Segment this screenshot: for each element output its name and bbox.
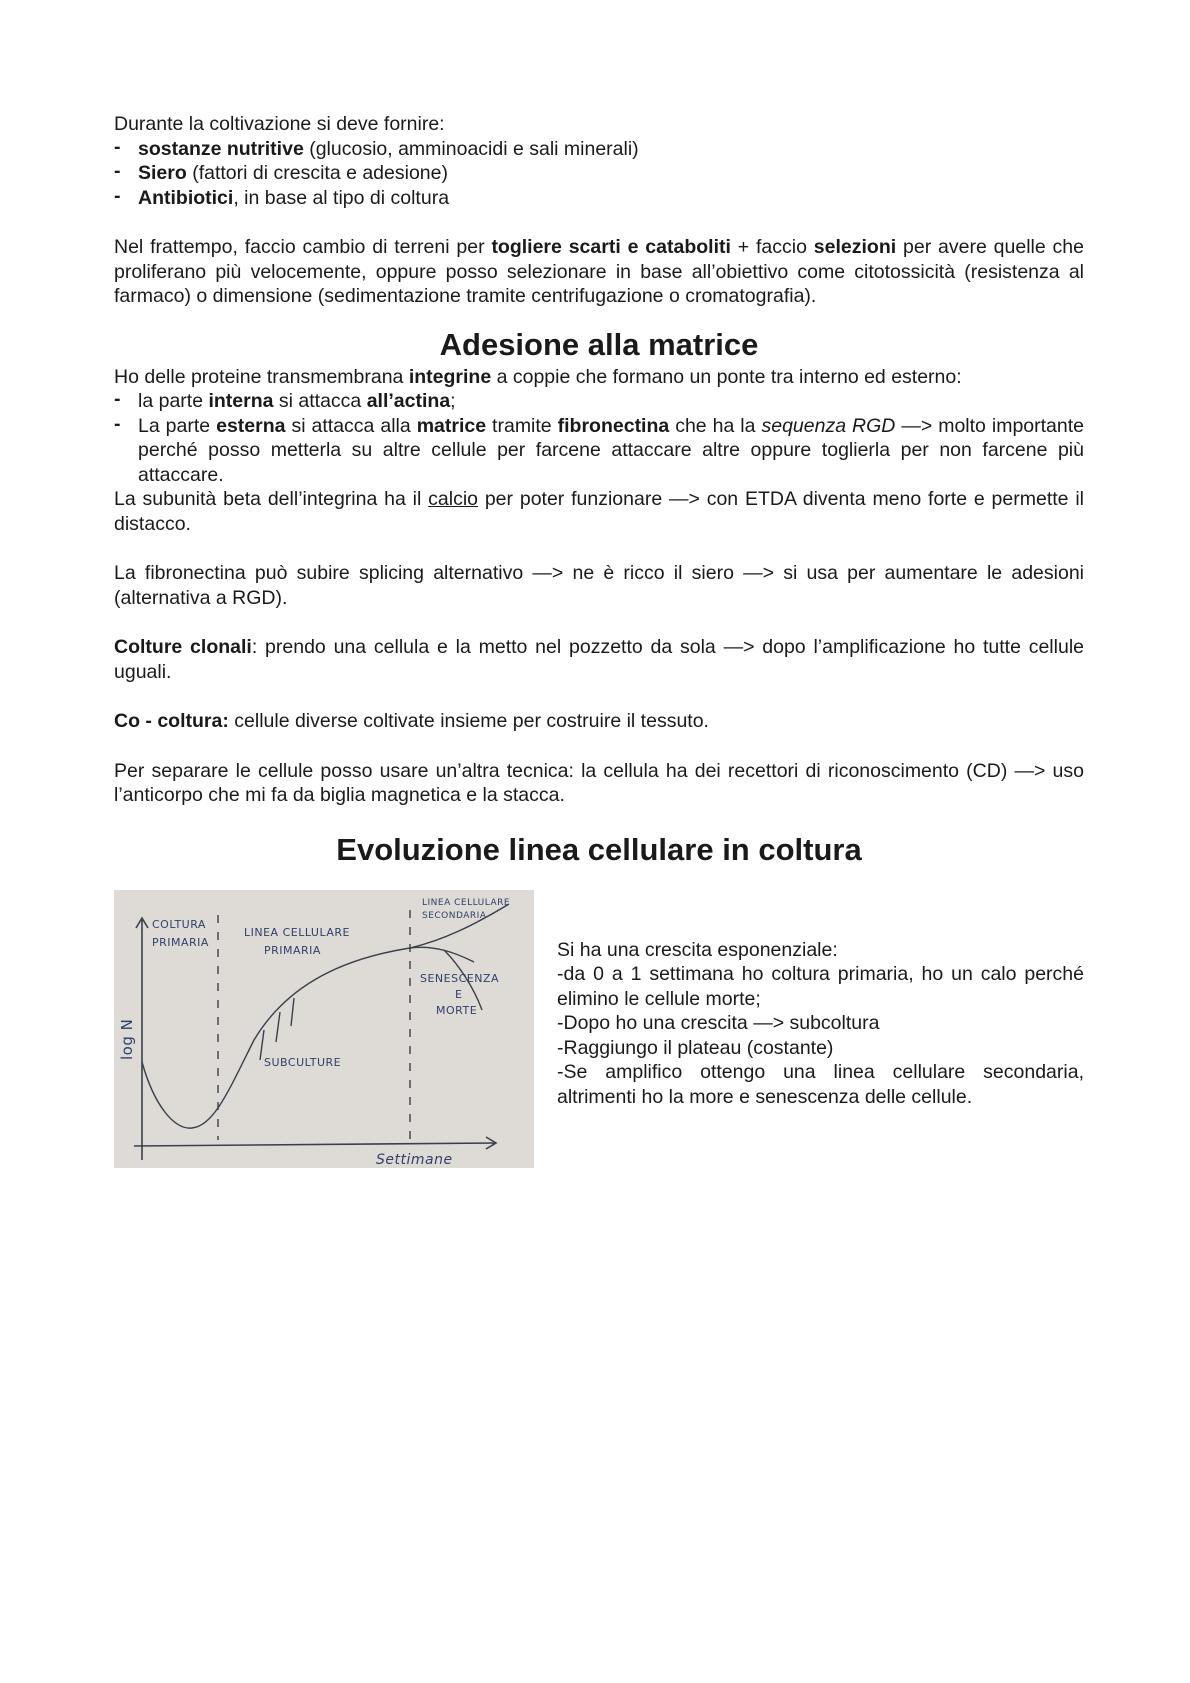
document-page	[114, 112, 1084, 1180]
x-axis-label: Settimane	[376, 1151, 453, 1168]
label-coltura: COLTURA	[152, 917, 206, 931]
paragraph-terreni: Nel frattempo, faccio cambio di terreni per togliere scarti e cataboliti + faccio selezioni per avere quelle che proliferano più velocemente, oppure posso selezionare in base all’obiettivo come citotossicità (resistenza al farmaco) o dimensione (sedimentazione tramite centrifugazione o cromatografia).	[114, 236, 1084, 307]
list-item: - Antibiotici, in base al tipo di coltura	[114, 184, 450, 209]
evoluzione-text	[557, 938, 1084, 1110]
evo-line: -Se amplifico ottengo una linea cellulare secondaria, altrimenti ho la more e senescenza delle cellule.	[557, 1061, 1084, 1108]
paragraph-integrine: Ho delle proteine transmembrana integrine a coppie che formano un ponte tra interno ed esterno:	[114, 365, 962, 388]
integrin-list	[114, 389, 1084, 487]
paragraph-fibronectina: La fibronectina può subire splicing alternativo —> ne è ricco il siero —> si usa per aumentare le adesioni (alternativa a RGD).	[114, 562, 1084, 609]
evo-line: -Dopo ho una crescita —> subcoltura	[557, 1012, 880, 1034]
list-item: - La parte esterna si attacca alla matrice tramite fibronectina che ha la sequenza RGD —> molto importante perché posso metterla su altre cellule per farcene attaccare altre oppure toglierla per non farcene più attaccare.	[114, 412, 1084, 486]
list-item: - Siero (fattori di crescita e adesione)	[114, 160, 448, 184]
evo-line: -Raggiungo il plateau (costante)	[557, 1036, 834, 1059]
intro-line: Durante la coltivazione si deve fornire:	[114, 113, 445, 135]
sketch-svg	[114, 890, 534, 1168]
section-title-evoluzione: Evoluzione linea cellulare in coltura	[336, 831, 862, 867]
label-linea-primaria-2: PRIMARIA	[264, 943, 321, 957]
nutrients-list	[114, 137, 1084, 211]
label-linea-primaria: LINEA CELLULARE	[244, 925, 350, 939]
label-secondaria: SECONDARIA	[422, 910, 487, 921]
paragraph-separare: Per separare le cellule posso usare un’altra tecnica: la cellula ha dei recettori di riconoscimento (CD) —> uso l’anticorpo che mi fa da biglia magnetica e la stacca.	[114, 759, 1084, 806]
label-morte: MORTE	[436, 1003, 478, 1017]
section-title-adesione: Adesione alla matrice	[439, 326, 759, 362]
evoluzione-section	[114, 890, 1084, 1180]
label-senescenza: SENESCENZA	[420, 971, 500, 985]
evo-line: -da 0 a 1 settimana ho coltura primaria, ho un calo perché elimino le cellule morte;	[557, 963, 1084, 1010]
paragraph-clonali: Colture clonali: prendo una cellula e la metto nel pozzetto da sola —> dopo l’amplificazione ho tutte cellule uguali.	[114, 636, 1084, 683]
label-linea-secondaria: LINEA CELLULARE	[422, 897, 511, 908]
evo-line: Si ha una crescita esponenziale:	[557, 938, 838, 961]
list-item: - sostanze nutritive (glucosio, amminoacidi e sali minerali)	[114, 135, 639, 160]
list-item: - la parte interna si attacca all’actina;	[114, 388, 456, 412]
label-e: E	[455, 987, 463, 1001]
y-axis-label: log N	[118, 1018, 136, 1060]
label-subcolture: SUBCULTURE	[264, 1055, 342, 1069]
growth-curve-sketch	[114, 890, 534, 1168]
paragraph-beta: La subunità beta dell’integrina ha il calcio per poter funzionare —> con ETDA diventa meno forte e permette il distacco.	[114, 488, 1084, 535]
paragraph-cocoltura: Co - coltura: cellule diverse coltivate insieme per costruire il tessuto.	[114, 710, 709, 732]
label-primaria: PRIMARIA	[152, 935, 209, 949]
